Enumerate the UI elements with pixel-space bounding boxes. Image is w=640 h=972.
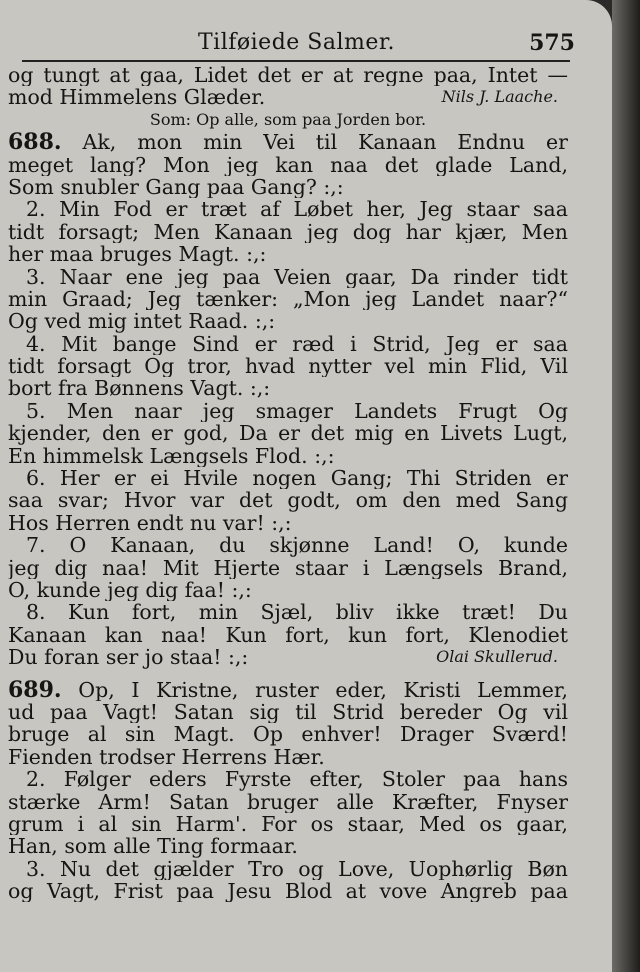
verse-line: her maa bruges Magt. :,:	[8, 243, 267, 266]
verse-line: Han, som alle Ting formaar.	[8, 835, 298, 858]
verse-line: Du foran ser jo staa! :,:	[8, 646, 249, 669]
verse-line: En himmelsk Længsels Flod. :,:	[8, 444, 335, 468]
verse-line: min Graad; Jeg tænker: „Mon jeg Landet naar?“	[8, 287, 568, 311]
verse-line: O, kunde jeg dig faa! :,:	[8, 578, 252, 602]
hymn-number: 689.	[8, 678, 62, 701]
page-header	[8, 30, 583, 64]
hymn-author: Nils J. Laache.	[441, 87, 558, 107]
header-rule	[22, 60, 570, 62]
verse-line: Op, I Kristne, ruster eder, Kristi Lemmer,	[78, 678, 568, 701]
verse-line: saa svar; Hvor var det godt, om den med Sang	[8, 489, 568, 512]
verse-line: ud paa Vagt! Satan sig til Strid bereder Og vil	[8, 700, 568, 724]
verse-line: Hos Herren endt nu var! :,:	[8, 511, 292, 535]
carryover-last-line	[8, 86, 568, 108]
carryover-line: mod Himmelens Glæder.	[8, 86, 266, 109]
verse-line: 2. Følger eders Fyrste efter, Stoler paa hans	[26, 768, 568, 791]
verse-line: bort fra Bønnens Vagt. :,:	[8, 377, 271, 400]
tune-note: Som: Op alle, som paa Jorden bor.	[149, 109, 427, 129]
verse-line: tidt forsagt Og tror, hvad nytter vel min Flid, Vil	[8, 355, 568, 378]
hymn-first-line	[8, 131, 568, 153]
verse-line: grum i al sin Harm'. For os staar, Med os gaar,	[8, 812, 568, 836]
hymn-last-line	[8, 646, 568, 668]
verse-line: Ak, mon min Vei til Kanaan Endnu er	[82, 131, 568, 154]
verse-line: Som snubler Gang paa Gang? :,:	[8, 175, 344, 199]
verse-line: 7. O Kanaan, du skjønne Land! O, kunde	[26, 534, 568, 557]
page-body	[8, 64, 568, 902]
running-title: Tilføiede Salmer.	[198, 30, 395, 55]
page-edge-shadow	[612, 0, 640, 972]
hymn-number: 688.	[8, 131, 62, 154]
verse-line: 6. Her er ei Hvile nogen Gang; Thi Striden er	[26, 467, 568, 490]
verse-line: Og ved mig intet Raad. :,:	[8, 310, 276, 333]
verse-line: 8. Kun fort, min Sjæl, bliv ikke træt! Du	[26, 601, 568, 624]
verse-line: 5. Men naar jeg smager Landets Frugt Og	[26, 399, 568, 423]
verse-line: tidt forsagt; Men Kanaan jeg dog har kjær, Men	[8, 220, 568, 244]
verse-line: 2. Min Fod er træt af Løbet her, Jeg staar saa	[26, 198, 568, 221]
verse-line: Fienden trodser Herrens Hær.	[8, 745, 325, 769]
hymn-author: Olai Skullerud.	[436, 647, 558, 667]
verse-line: Kanaan kan naa! Kun fort, kun fort, Klenodiet	[8, 623, 568, 647]
hymn-spacer	[8, 669, 568, 679]
verse-line: bruge al sin Magt. Op enhver! Drager Sværd!	[8, 723, 568, 746]
verse-line: 4. Mit bange Sind er ræd i Strid, Jeg er saa	[26, 332, 568, 356]
page-number: 575	[529, 30, 575, 56]
verse-line: kjender, den er god, Da er det mig en Livets Lugt,	[8, 422, 568, 445]
verse-line: stærke Arm! Satan bruger alle Kræfter, Fnyser	[8, 790, 568, 813]
carryover-line: og tungt at gaa, Lidet det er at regne paa, Intet —	[8, 64, 568, 87]
verse-line: 3. Naar ene jeg paa Veien gaar, Da rinder tidt	[26, 265, 568, 288]
verse-line: 3. Nu det gjælder Tro og Love, Uophørlig Bøn	[26, 857, 568, 881]
verse-line: jeg dig naa! Mit Hjerte staar i Længsels Brand,	[8, 556, 568, 579]
hymn-first-line	[8, 679, 568, 701]
verse-line: og Vagt, Frist paa Jesu Blod at vove Angreb paa	[8, 880, 568, 903]
verse-line: meget lang? Mon jeg kan naa det glade Land,	[8, 153, 568, 176]
